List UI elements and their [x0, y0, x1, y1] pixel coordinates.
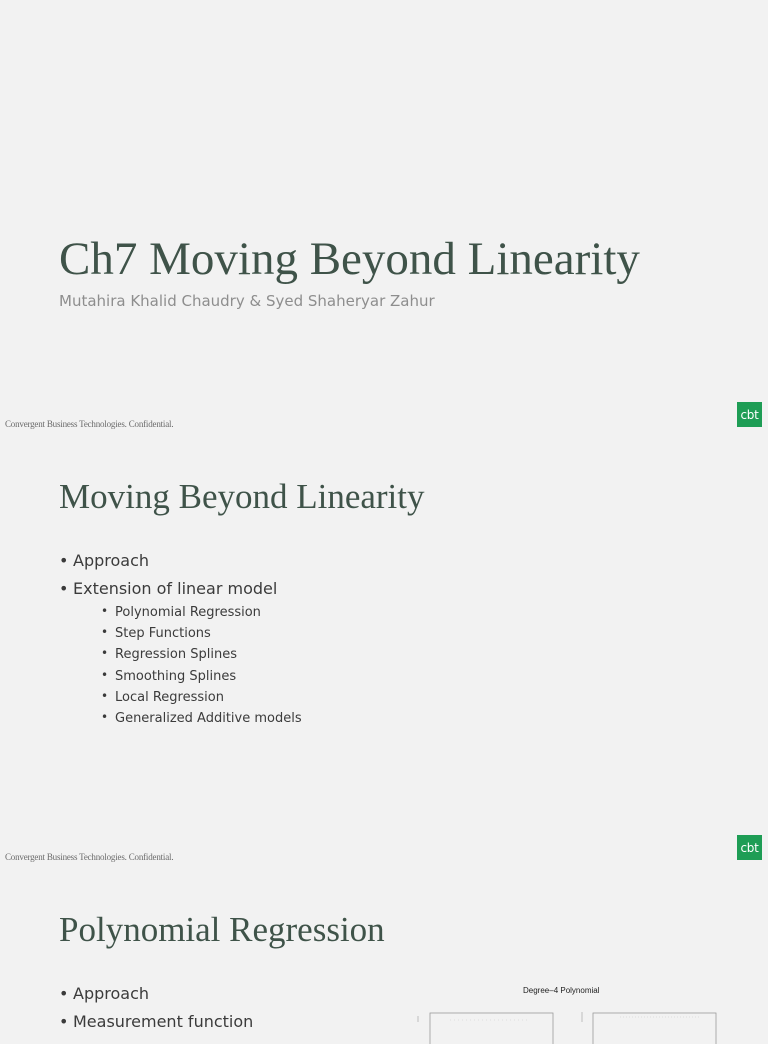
confidential-footer: Convergent Business Technologies. Confidential.	[5, 852, 174, 862]
slide-authors: Mutahira Khalid Chaudry & Syed Shaheryar Zahur	[59, 292, 435, 310]
bullet-item	[59, 551, 302, 571]
sub-bullet-item: • Regression Splines	[101, 644, 302, 665]
sub-bullet-item: • Step Functions	[101, 623, 302, 644]
cbt-logo: cbt	[737, 402, 762, 427]
slide-heading: Moving Beyond Linearity	[59, 477, 425, 516]
confidential-footer: Convergent Business Technologies. Confidential.	[5, 419, 174, 429]
sub-bullet-item: • Polynomial Regression	[101, 602, 302, 623]
slide-heading: Polynomial Regression	[59, 910, 385, 949]
slide-polynomial-regression	[0, 840, 768, 1031]
sub-bullet-item: • Generalized Additive models	[101, 708, 302, 729]
left-panel-frame	[430, 1013, 553, 1044]
slide-moving-beyond-linearity	[0, 407, 768, 866]
figure-title: Degree–4 Polynomial	[523, 986, 600, 995]
bullet-text: Extension of linear model	[73, 579, 278, 598]
sub-bullet-item: • Smoothing Splines	[101, 666, 302, 687]
bullet-item	[59, 984, 253, 1004]
slide-title	[0, 0, 768, 433]
figure-panels	[410, 984, 730, 1044]
sub-bullet-list	[73, 602, 302, 729]
polynomial-figure	[410, 984, 730, 1044]
bullet-list	[59, 551, 302, 737]
bullet-list	[59, 984, 253, 1040]
bullet-item	[59, 1012, 253, 1032]
right-panel-frame	[593, 1013, 716, 1044]
bullet-item	[59, 579, 302, 729]
bullet-text: Approach	[73, 984, 150, 1003]
cbt-logo: cbt	[737, 835, 762, 860]
bullet-text: Measurement function	[73, 1012, 254, 1031]
slide-title-heading: Ch7 Moving Beyond Linearity	[59, 233, 640, 285]
sub-bullet-item: • Local Regression	[101, 687, 302, 708]
bullet-text: Approach	[73, 551, 150, 570]
